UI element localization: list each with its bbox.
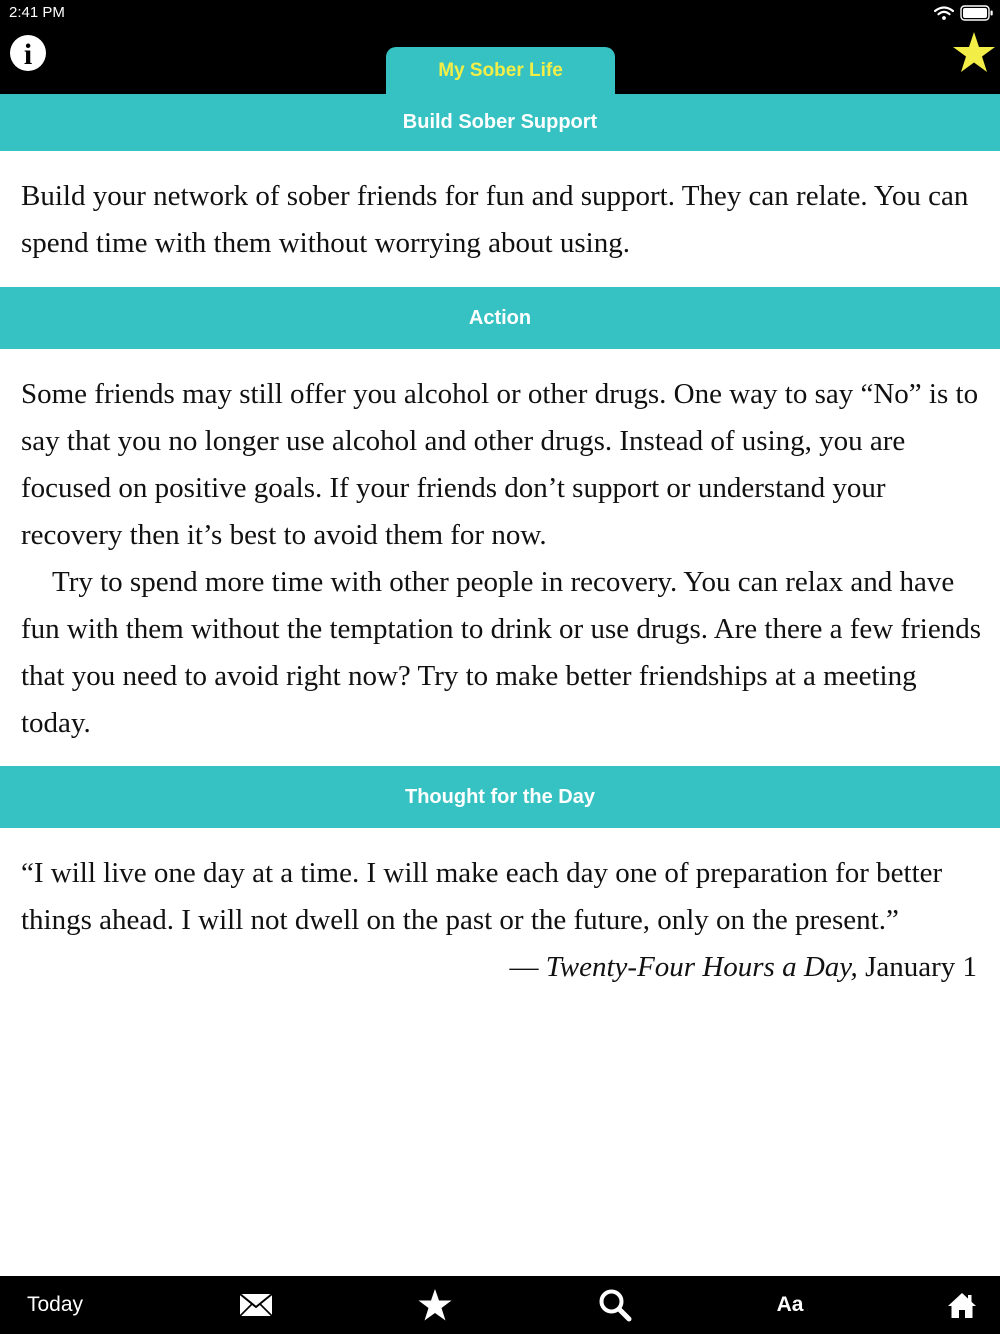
thought-quote: “I will live one day at a time. I will make each day one of preparation for better things ahead. I will not dwell on the past or the future, only on the present.”	[21, 857, 943, 936]
home-button[interactable]	[945, 1276, 979, 1334]
info-icon	[8, 33, 48, 73]
action-text-block	[21, 371, 983, 747]
bottom-toolbar	[0, 1276, 1000, 1334]
search-icon	[598, 1288, 632, 1322]
svg-text:i: i	[23, 38, 33, 71]
battery-icon	[960, 5, 994, 21]
wifi-icon	[934, 6, 954, 20]
font-size-icon: Aa	[776, 1293, 804, 1316]
favorites-button[interactable]	[416, 1276, 454, 1334]
action-paragraph-2: Try to spend more time with other people in recovery. You can relax and have fun with them without the temptation to drink or use drugs. Are there a few friends that you need to avoid right now? Try to make better friendships at a meeting today.	[21, 566, 982, 739]
section-title-action: Action	[0, 287, 1000, 349]
attribution-dash: —	[509, 951, 546, 983]
status-time: 2:41 PM	[9, 4, 65, 21]
font-size-button[interactable]	[770, 1276, 810, 1334]
section-title-build-support: Build Sober Support	[0, 94, 1000, 151]
favorite-button[interactable]	[951, 30, 997, 76]
attribution-date: January 1	[857, 951, 977, 983]
today-button[interactable]: Today	[27, 1293, 84, 1316]
quote-attribution	[21, 944, 983, 991]
section-title-thought: Thought for the Day	[0, 766, 1000, 828]
email-button[interactable]	[238, 1276, 274, 1334]
app-title-tab[interactable]: My Sober Life	[386, 47, 615, 94]
intro-text-block	[21, 173, 983, 267]
envelope-icon	[239, 1293, 273, 1317]
star-icon	[951, 30, 997, 76]
home-icon	[947, 1291, 977, 1319]
top-bar	[0, 0, 1000, 94]
intro-paragraph: Build your network of sober friends for fun and support. They can relate. You can spend time with them without worrying about using.	[21, 180, 969, 259]
info-button[interactable]	[8, 33, 48, 73]
attribution-source: Twenty-Four Hours a Day,	[545, 951, 858, 983]
star-icon	[417, 1288, 453, 1322]
action-paragraph-1: Some friends may still offer you alcohol or other drugs. One way to say “No” is to say that you no longer use alcohol and other drugs. Instead of using, you are focused on positive goals. If your friends don’t support or understand your recovery then it’s best to avoid them for now.	[21, 378, 979, 551]
thought-text-block	[21, 850, 983, 991]
search-button[interactable]	[597, 1276, 633, 1334]
